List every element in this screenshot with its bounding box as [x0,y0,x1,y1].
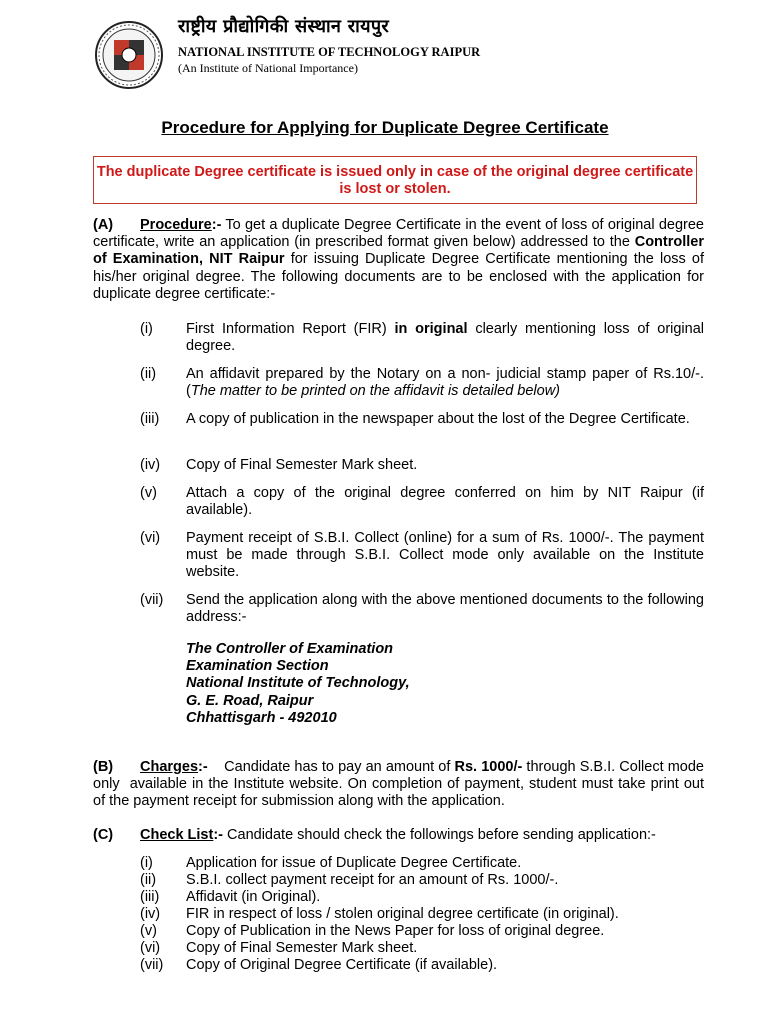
section-a-letter: (A) [93,217,114,233]
section-a-paragraph: (A) Procedure:- To get a duplicate Degree Certificate in the event of loss of original degree certificate, write an application (in prescribed format given below) addressed to the Controller of Examination, NIT Raipur for issuing Duplicate Degree Certificate mentioning the loss of his/her original degree. The following documents are to be enclosed with the application for duplicate degree certificate:- [93,217,704,302]
nit-raipur-logo [94,20,164,90]
section-c-paragraph: (C) Check List:- Candidate should check the followings before sending application:- [93,827,656,843]
notice-box: The duplicate Degree certificate is issued only in case of the original degree certificate is lost or stolen. [93,156,697,204]
section-b-paragraph: (B) Charges:- Candidate has to pay an amount of Rs. 1000/- through S.B.I. Collect mode only available in the Institute website. On completion of payment, student must take print out of the payment receipt for submission along with the application. [93,759,709,810]
section-a-heading: Procedure [140,217,212,233]
document-title: Procedure for Applying for Duplicate Degree Certificate [161,118,609,137]
address-block: The Controller of Examination Examination Section National Institute of Technology, G. E. Road, Raipur Chhattisgarh - 492010 [186,641,410,726]
section-c-letter: (C) [93,827,114,843]
institute-subtitle: (An Institute of National Importance) [178,61,358,75]
institute-name-hindi: राष्ट्रीय प्रौद्योगिकी संस्थान रायपुर [178,16,390,37]
section-b-heading: Charges [140,759,199,775]
institute-name: NATIONAL INSTITUTE OF TECHNOLOGY RAIPUR [178,45,481,59]
section-c-heading: Check List [140,827,214,843]
section-b-letter: (B) [93,759,114,775]
